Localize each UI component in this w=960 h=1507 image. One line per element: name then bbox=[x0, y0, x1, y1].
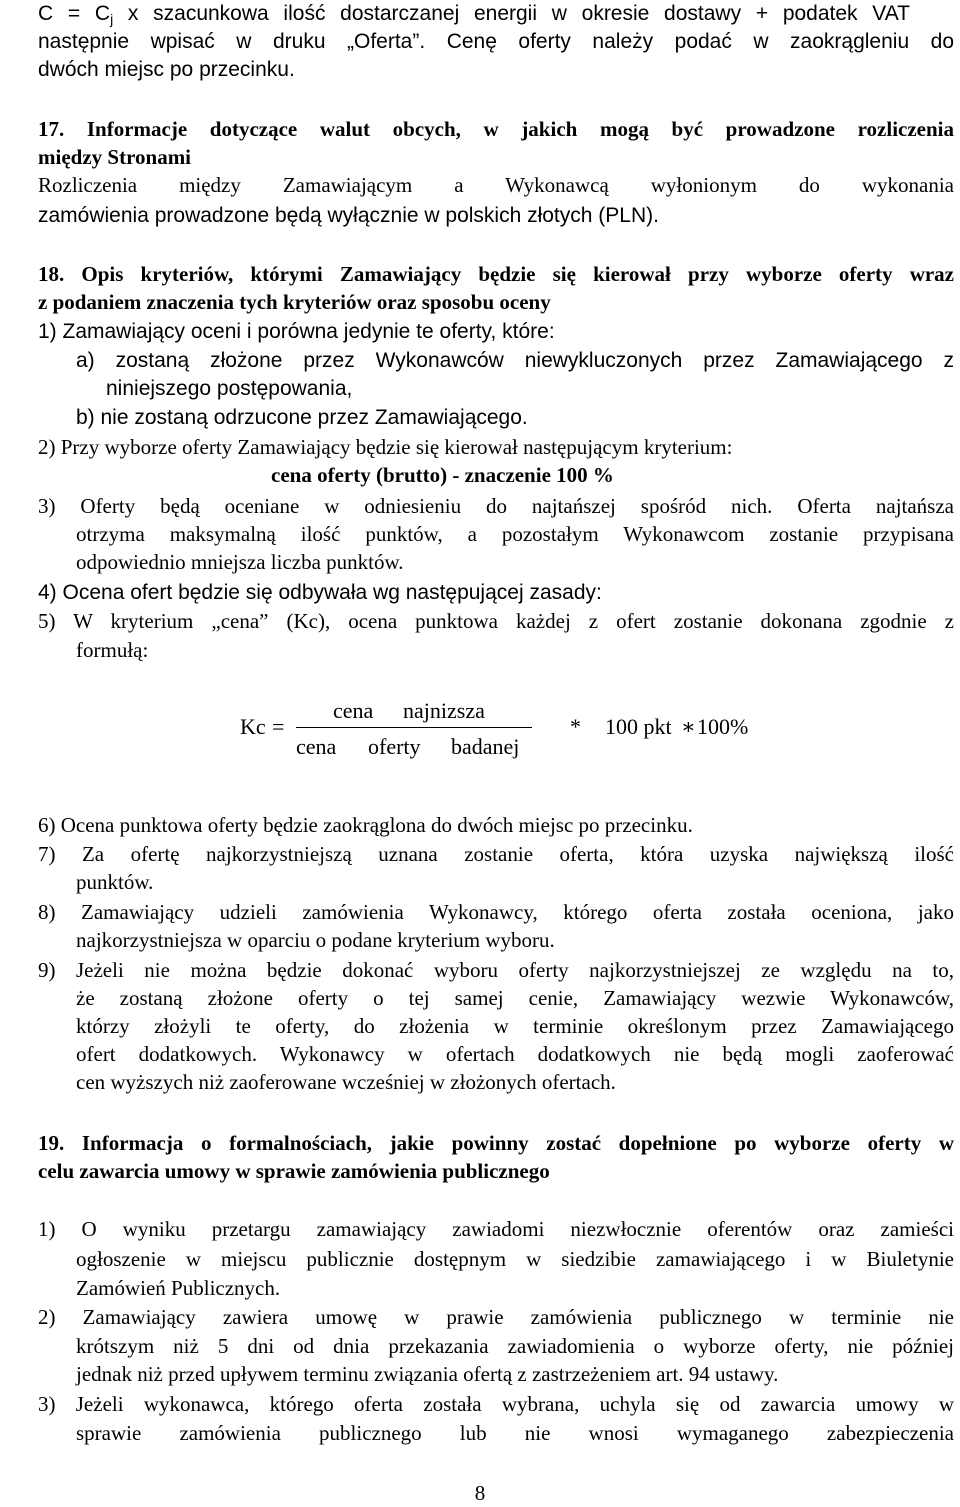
intro-text: C = C bbox=[38, 2, 111, 25]
section-18-heading-cont: z podaniem znaczenia tych kryteriów oraz sposobu oceny bbox=[38, 290, 551, 314]
page-number: 8 bbox=[474, 1481, 486, 1505]
list-item-1: 1) O wyniku przetargu zamawiający zawiadomi niezwłocznie oferentów oraz zamieści bbox=[38, 1217, 954, 1241]
formula-denominator-c: badanej bbox=[451, 734, 520, 759]
list-item-2: 2) Przy wyborze oferty Zamawiający będzie się kierował następującym kryterium: bbox=[38, 435, 733, 459]
list-item-7-cont: punktów. bbox=[76, 870, 154, 894]
list-item-4: 4) Ocena ofert będzie się odbywała wg następującej zasady: bbox=[38, 581, 602, 604]
list-item-5-cont: formułą: bbox=[76, 638, 149, 662]
list-item-9: 9) Jeżeli nie można będzie dokonać wyboru oferty najkorzystniejszej ze względu na to, bbox=[38, 958, 954, 982]
list-item-3-cont: odpowiednio mniejsza liczba punktów. bbox=[76, 550, 404, 574]
list-item-3: 3) Oferty będą oceniane w odniesieniu do najtańszej spośród nich. Oferta najtańsza bbox=[38, 494, 954, 518]
list-item-1: 1) Zamawiający oceni i porówna jedynie te oferty, które: bbox=[38, 320, 555, 343]
formula-points: 100 pkt bbox=[605, 714, 672, 739]
formula-multiply: * bbox=[570, 714, 581, 739]
section-17-heading-cont: między Stronami bbox=[38, 145, 192, 169]
section-17-body-cont: zamówienia prowadzone będą wyłącznie w polskich złotych (PLN). bbox=[38, 204, 659, 227]
list-item-2: 2) Zamawiający zawiera umowę w prawie zamówienia publicznego w terminie nie bbox=[38, 1305, 954, 1329]
formula-denominator-a: cena bbox=[296, 734, 337, 759]
list-item-5: 5) W kryterium „cena” (Kc), ocena punktowa każdej z ofert zostanie dokonana zgodnie z bbox=[38, 609, 954, 633]
list-item-1a-cont: niniejszego postępowania, bbox=[106, 377, 353, 400]
formula-denominator-b: oferty bbox=[368, 734, 421, 759]
formula-percent: 100% bbox=[697, 714, 749, 739]
list-item-8: 8) Zamawiający udzieli zamówienia Wykonawcy, którego oferta została oceniona, jako bbox=[38, 900, 954, 924]
formula-equals: = bbox=[272, 714, 285, 739]
formula-star: ∗ bbox=[681, 714, 696, 739]
list-item-1b: b) nie zostaną odrzucone przez Zamawiającego. bbox=[76, 406, 528, 429]
criterion-label: cena oferty (brutto) - znaczenie 100 % bbox=[271, 463, 614, 487]
list-item-2-cont: jednak niż przed upływem terminu związania ofertą z zastrzeżeniem art. 94 ustawy. bbox=[76, 1362, 779, 1386]
fraction-bar bbox=[296, 727, 532, 728]
formula-numerator-b: najnizsza bbox=[403, 698, 485, 723]
section-19-heading: 19. Informacja o formalnościach, jakie powinny zostać dopełnione po wyborze oferty w bbox=[38, 1131, 954, 1155]
list-item-9-cont: ofert dodatkowych. Wykonawcy w ofertach dodatkowych nie będą mogli zaoferować bbox=[76, 1042, 954, 1066]
formula-numerator-a: cena bbox=[333, 698, 374, 723]
subscript: j bbox=[110, 11, 114, 27]
list-item-7: 7) Za ofertę najkorzystniejszą uznana zostanie oferta, która uzyska największą ilość bbox=[38, 842, 954, 866]
list-item-3-cont: otrzyma maksymalną ilość punktów, a pozostałym Wykonawcom zostanie przypisana bbox=[76, 522, 954, 546]
list-item-6: 6) Ocena punktowa oferty będzie zaokrąglona do dwóch miejsc po przecinku. bbox=[38, 813, 693, 837]
list-item-3: 3) Jeżeli wykonawca, którego oferta została wybrana, uchyla się od zawarcia umowy w bbox=[38, 1392, 954, 1416]
section-17-body: Rozliczenia między Zamawiającym a Wykonawcą wyłonionym do wykonania bbox=[38, 173, 954, 197]
list-item-9-cont: cen wyższych niż zaoferowane wcześniej w złożonych ofertach. bbox=[76, 1070, 616, 1094]
section-19-heading-cont: celu zawarcia umowy w sprawie zamówienia publicznego bbox=[38, 1159, 550, 1183]
list-item-1-cont: Zamówień Publicznych. bbox=[76, 1276, 281, 1300]
formula-lhs: Kc bbox=[240, 714, 266, 739]
intro-line-3: dwóch miejsc po przecinku. bbox=[38, 58, 295, 81]
list-item-1-cont: ogłoszenie w miejscu publicznie dostępnym w siedzibie zamawiającego i w Biuletynie bbox=[76, 1247, 954, 1271]
list-item-1a: a) zostaną złożone przez Wykonawców niewykluczonych przez Zamawiającego z bbox=[76, 349, 954, 372]
list-item-8-cont: najkorzystniejsza w oparciu o podane kryterium wyboru. bbox=[76, 928, 555, 952]
intro-line-2: następnie wpisać w druku „Oferta”. Cenę oferty należy podać w zaokrągleniu do bbox=[38, 30, 954, 53]
list-item-3-cont: sprawie zamówienia publicznego lub nie wnosi wymaganego zabezpieczenia bbox=[76, 1421, 954, 1445]
intro-text: x szacunkowa ilość dostarczanej energii w okresie dostawy + podatek VAT bbox=[113, 2, 911, 25]
section-17-heading: 17. Informacje dotyczące walut obcych, w jakich mogą być prowadzone rozliczenia bbox=[38, 117, 954, 141]
list-item-9-cont: którzy złożyli te oferty, do złożenia w terminie określonym przez Zamawiającego bbox=[76, 1014, 954, 1038]
list-item-2-cont: krótszym niż 5 dni od dnia przekazania zawiadomienia o wyborze oferty, nie później bbox=[76, 1334, 954, 1358]
list-item-9-cont: że zostaną złożone oferty o tej samej cenie, Zamawiający wezwie Wykonawców, bbox=[76, 986, 954, 1010]
section-18-heading: 18. Opis kryteriów, którymi Zamawiający będzie się kierował przy wyborze oferty wraz bbox=[38, 262, 954, 286]
